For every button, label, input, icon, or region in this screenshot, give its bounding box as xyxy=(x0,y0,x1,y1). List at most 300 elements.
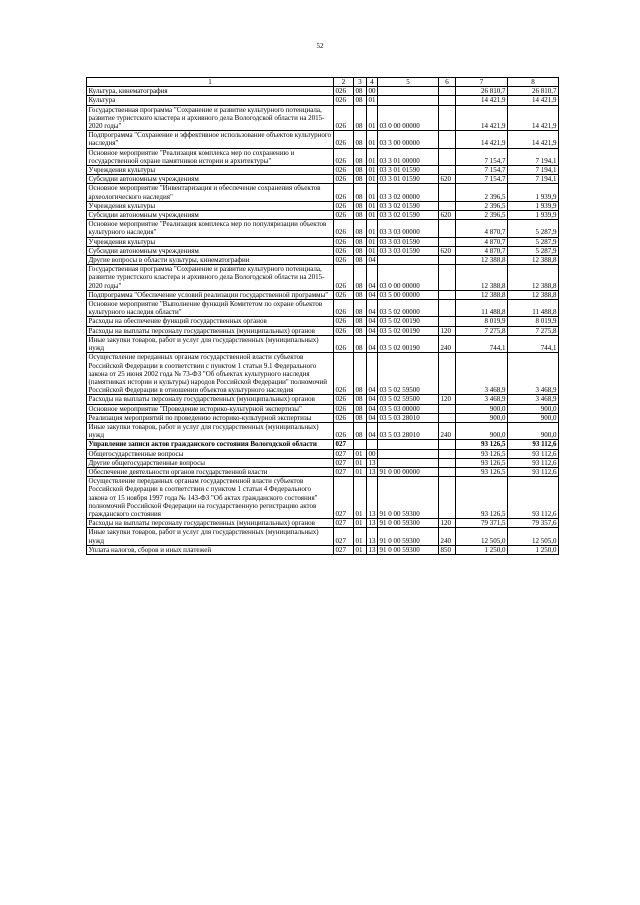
table-cell: 04 xyxy=(367,300,378,317)
table-cell: Расходы на обеспечение функций государственных органов xyxy=(87,317,334,326)
table-cell: 026 xyxy=(334,96,354,105)
table-cell xyxy=(439,467,456,476)
table-cell: 08 xyxy=(354,87,367,96)
table-row xyxy=(87,326,559,335)
table-cell: 13 xyxy=(368,467,376,476)
table-row xyxy=(87,148,559,165)
table-cell: 08 xyxy=(354,237,367,246)
table-cell: 01 xyxy=(368,166,376,175)
table-cell: 03 5 02 00190 xyxy=(378,335,439,352)
column-header: 1 xyxy=(87,78,334,87)
table-cell: 12 388,8 xyxy=(508,265,559,291)
table-cell: 120 xyxy=(439,395,456,404)
table-cell: 12 505,0 xyxy=(456,528,508,545)
table-cell xyxy=(439,256,456,265)
table-cell: 026 xyxy=(334,395,354,404)
table-row xyxy=(87,467,559,476)
table-cell: Уплата налогов, сборов и иных платежей xyxy=(87,545,334,554)
table-cell: 4 870,7 xyxy=(456,220,508,237)
table-cell: 027 xyxy=(334,477,354,519)
table-cell: 026 xyxy=(334,105,354,131)
table-cell: 1 250,0 xyxy=(456,545,508,554)
table-cell: 91 0 00 59300 xyxy=(378,528,439,545)
table-cell: Субсидии автономным учреждениям xyxy=(87,175,334,184)
table-cell: 12 388,8 xyxy=(456,256,508,265)
table-cell: 93 126,5 xyxy=(456,477,508,519)
table-row xyxy=(87,131,559,148)
table-cell: 04 xyxy=(367,422,378,439)
table-row xyxy=(87,256,559,265)
table-row xyxy=(87,184,559,201)
table-cell: 03 5 02 59500 xyxy=(378,395,439,404)
budget-table xyxy=(86,77,559,555)
table-cell: 620 xyxy=(439,211,456,220)
table-cell: 026 xyxy=(334,166,354,175)
table-row xyxy=(87,458,559,467)
table-cell: 01 xyxy=(367,131,378,148)
table-cell: 08 xyxy=(354,105,367,131)
table-cell: 26 810,7 xyxy=(456,87,508,96)
table-cell: Государственная программа "Сохранение и развитие культурного потенциала, развитие туристского кластера и архивного дела Вологодской области на 2015-2020 годы" xyxy=(87,265,334,291)
table-cell: 03 3 01 01590 xyxy=(378,166,439,175)
table-cell: Подпрограмма "Сохранение и эффективное использование объектов культурного наследия" xyxy=(87,131,334,148)
table-cell: 027 xyxy=(334,528,354,545)
table-cell: 08 xyxy=(354,96,367,105)
table-cell xyxy=(439,166,456,175)
table-cell: Иные закупки товаров, работ и услуг для государственных (муниципальных) нужд xyxy=(87,422,334,439)
table-row xyxy=(87,290,559,299)
table-cell: 027 xyxy=(334,545,354,554)
table-cell: 03 5 02 59500 xyxy=(378,353,439,395)
table-cell: 03 3 02 01590 xyxy=(378,201,439,210)
table-cell: Другие общегосударственные вопросы xyxy=(87,458,334,467)
table-cell: 12 388,8 xyxy=(456,290,508,299)
table-cell: 08 xyxy=(354,131,367,148)
table-cell: 04 xyxy=(368,413,376,422)
table-cell: 026 xyxy=(334,422,354,439)
table-cell: 91 0 00 00000 xyxy=(378,467,439,476)
table-cell: 900,0 xyxy=(508,404,559,413)
table-cell: 1 250,0 xyxy=(508,545,559,554)
table-cell: 91 0 00 59300 xyxy=(378,545,439,554)
table-cell: 03 3 03 00000 xyxy=(378,220,439,237)
table-cell: 8 019,9 xyxy=(508,317,559,326)
table-cell: 01 xyxy=(367,105,378,131)
table-cell: 900,0 xyxy=(508,422,559,439)
table-cell: 026 xyxy=(334,300,354,317)
table-cell: 14 421,9 xyxy=(508,96,559,105)
table-cell: Учреждения культуры xyxy=(87,201,334,210)
table-cell: 08 xyxy=(354,148,367,165)
table-cell xyxy=(378,256,439,265)
table-cell: 13 xyxy=(367,528,378,545)
table-cell: Культура, кинематография xyxy=(87,87,334,96)
table-cell: 026 xyxy=(334,335,354,352)
table-cell: Подпрограмма "Обеспечение условий реализации государственной программы" xyxy=(87,290,334,299)
table-cell: 027 xyxy=(334,449,354,458)
table-row xyxy=(87,166,559,175)
table-cell: 13 xyxy=(368,545,376,554)
table-cell xyxy=(439,458,456,467)
table-cell: 120 xyxy=(439,326,456,335)
table-cell xyxy=(378,440,439,449)
table-row xyxy=(87,87,559,96)
table-cell: 00 xyxy=(368,449,376,458)
table-cell: 08 xyxy=(354,326,367,335)
table-cell xyxy=(439,220,456,237)
table-cell: 01 xyxy=(354,449,367,458)
table-row xyxy=(87,211,559,220)
table-cell: 026 xyxy=(334,413,354,422)
table-cell: 93 126,5 xyxy=(456,449,508,458)
table-cell: 01 xyxy=(368,237,376,246)
table-cell xyxy=(378,458,439,467)
table-cell: 744,1 xyxy=(508,335,559,352)
table-cell xyxy=(378,449,439,458)
table-cell: 08 xyxy=(354,211,367,220)
table-row xyxy=(87,353,559,395)
table-cell: 620 xyxy=(439,175,456,184)
table-cell: 08 xyxy=(354,404,367,413)
table-cell: 08 xyxy=(354,335,367,352)
column-header: 7 xyxy=(456,78,508,87)
table-cell: Расходы на выплаты персоналу государственных (муниципальных) органов xyxy=(87,519,334,528)
table-cell: 91 0 00 59300 xyxy=(378,477,439,519)
table-row xyxy=(87,105,559,131)
table-cell: 900,0 xyxy=(456,413,508,422)
table-cell xyxy=(439,353,456,395)
table-cell: 026 xyxy=(334,265,354,291)
table-cell: 026 xyxy=(334,353,354,395)
table-cell xyxy=(439,265,456,291)
table-cell: 026 xyxy=(334,404,354,413)
table-row xyxy=(87,545,559,554)
table-cell: 026 xyxy=(334,256,354,265)
table-cell: 1 939,9 xyxy=(508,211,559,220)
table-cell: Учреждения культуры xyxy=(87,237,334,246)
table-cell: 12 388,8 xyxy=(508,256,559,265)
table-cell: 08 xyxy=(354,290,367,299)
table-cell xyxy=(367,440,378,449)
table-cell: 08 xyxy=(354,422,367,439)
table-cell: Иные закупки товаров, работ и услуг для государственных (муниципальных) нужд xyxy=(87,335,334,352)
table-cell: 79 371,5 xyxy=(456,519,508,528)
column-header: 8 xyxy=(508,78,559,87)
table-cell: 026 xyxy=(334,87,354,96)
table-cell: 2 396,5 xyxy=(456,201,508,210)
column-header: 6 xyxy=(439,78,456,87)
table-cell: 01 xyxy=(368,175,376,184)
table-cell: 240 xyxy=(439,422,456,439)
table-cell xyxy=(439,317,456,326)
table-row xyxy=(87,528,559,545)
table-cell: 744,1 xyxy=(456,335,508,352)
table-row xyxy=(87,96,559,105)
table-cell xyxy=(378,87,439,96)
table-cell: 01 xyxy=(367,148,378,165)
table-cell: 4 870,7 xyxy=(456,246,508,255)
table-cell: Расходы на выплаты персоналу государственных (муниципальных) органов xyxy=(87,326,334,335)
table-row xyxy=(87,404,559,413)
table-cell: 850 xyxy=(439,545,456,554)
table-cell: 04 xyxy=(368,256,376,265)
table-cell: 08 xyxy=(354,175,367,184)
table-row xyxy=(87,395,559,404)
table-cell: 026 xyxy=(334,246,354,255)
table-cell: 08 xyxy=(354,353,367,395)
table-cell: 03 5 02 00190 xyxy=(378,326,439,335)
table-cell: 03 3 02 00000 xyxy=(378,184,439,201)
table-cell: 93 112,6 xyxy=(508,467,559,476)
table-row xyxy=(87,300,559,317)
table-cell: 026 xyxy=(334,175,354,184)
table-cell: 26 810,7 xyxy=(508,87,559,96)
table-cell: Иные закупки товаров, работ и услуг для государственных (муниципальных) нужд xyxy=(87,528,334,545)
table-cell: 93 126,5 xyxy=(456,440,508,449)
table-cell: 03 3 03 01590 xyxy=(378,237,439,246)
table-row xyxy=(87,477,559,519)
table-cell: 1 939,9 xyxy=(508,201,559,210)
table-cell: 12 388,8 xyxy=(508,290,559,299)
table-cell: 026 xyxy=(334,184,354,201)
table-cell: 79 357,6 xyxy=(508,519,559,528)
table-cell: 91 0 00 59300 xyxy=(378,519,439,528)
table-cell: 04 xyxy=(368,317,376,326)
table-cell: 027 xyxy=(334,519,354,528)
table-cell: 01 xyxy=(368,211,376,220)
table-cell xyxy=(439,237,456,246)
table-cell: 01 xyxy=(354,528,367,545)
table-cell: 026 xyxy=(334,131,354,148)
table-cell: Общегосударственные вопросы xyxy=(87,449,334,458)
table-cell: Осуществление переданных органам государственной власти субъектов Российской Федерации в соответствии с пунктом 1 статьи 4 Федерального закона от 15 ноября 1997 года № 143-ФЗ "Об актах гражданского состояния" полномочий Российской Федерации на государственную регистрацию актов гражданского состояния xyxy=(87,477,334,519)
table-cell: 08 xyxy=(354,300,367,317)
table-cell: Управление записи актов гражданского состояния Вологодской области xyxy=(87,440,334,449)
table-cell: 01 xyxy=(354,467,367,476)
table-cell: 08 xyxy=(354,220,367,237)
table-cell: 120 xyxy=(439,519,456,528)
table-cell: 1 939,9 xyxy=(508,184,559,201)
table-cell: 01 xyxy=(368,96,376,105)
table-cell: 2 396,5 xyxy=(456,184,508,201)
table-cell: 8 019,9 xyxy=(456,317,508,326)
table-cell: 93 112,6 xyxy=(508,449,559,458)
table-cell: 93 126,5 xyxy=(456,467,508,476)
table-cell: 5 287,9 xyxy=(508,220,559,237)
table-cell: 7 194,1 xyxy=(508,175,559,184)
table-cell: 13 xyxy=(367,477,378,519)
table-cell: Культура xyxy=(87,96,334,105)
table-cell: 7 275,8 xyxy=(508,326,559,335)
table-cell: 12 388,8 xyxy=(456,265,508,291)
table-cell: 01 xyxy=(367,220,378,237)
column-header: 4 xyxy=(367,78,378,87)
table-cell xyxy=(439,201,456,210)
table-cell: 93 112,6 xyxy=(508,477,559,519)
table-cell: 11 488,8 xyxy=(456,300,508,317)
table-cell: 04 xyxy=(367,335,378,352)
table-cell: 7 275,8 xyxy=(456,326,508,335)
column-header: 5 xyxy=(378,78,439,87)
column-header: 3 xyxy=(354,78,367,87)
table-row xyxy=(87,237,559,246)
table-cell xyxy=(439,404,456,413)
table-cell xyxy=(439,290,456,299)
table-cell: Основное мероприятие "Выполнение функций Комитетом по охране объектов культурного наследия области" xyxy=(87,300,334,317)
table-cell: 03 0 00 00000 xyxy=(378,105,439,131)
table-cell: 01 xyxy=(367,184,378,201)
table-cell: 01 xyxy=(354,458,367,467)
table-cell: 240 xyxy=(439,528,456,545)
table-cell: 08 xyxy=(354,317,367,326)
table-cell: 11 488,8 xyxy=(508,300,559,317)
table-cell: 04 xyxy=(368,404,376,413)
table-cell: Основное мероприятие "Реализация комплекса мер по сохранению и государственной охране памятников истории и архитектуры" xyxy=(87,148,334,165)
table-cell: Субсидии автономным учреждениям xyxy=(87,246,334,255)
table-cell xyxy=(439,131,456,148)
table-cell: 026 xyxy=(334,220,354,237)
table-cell: 04 xyxy=(368,395,376,404)
table-cell: 03 3 01 01590 xyxy=(378,175,439,184)
table-cell: 3 468,9 xyxy=(456,353,508,395)
table-cell: 08 xyxy=(354,256,367,265)
table-cell: 03 5 02 00000 xyxy=(378,300,439,317)
table-cell: 04 xyxy=(367,265,378,291)
table-row xyxy=(87,201,559,210)
table-cell: 03 5 03 00000 xyxy=(378,404,439,413)
table-cell: 00 xyxy=(368,87,376,96)
table-cell: 026 xyxy=(334,317,354,326)
table-cell: 026 xyxy=(334,148,354,165)
table-cell xyxy=(439,477,456,519)
table-cell: 03 5 02 00190 xyxy=(378,317,439,326)
table-cell: 027 xyxy=(334,467,354,476)
table-cell: 12 505,0 xyxy=(508,528,559,545)
table-cell: 08 xyxy=(354,413,367,422)
page-number: 52 xyxy=(316,42,324,50)
table-cell: 7 154,7 xyxy=(456,148,508,165)
column-header: 2 xyxy=(334,78,354,87)
table-cell: Основное мероприятие "Инвентаризация и обеспечение сохранения объектов археологического наследия" xyxy=(87,184,334,201)
table-cell: Обеспечение деятельности органов государственной власти xyxy=(87,467,334,476)
table-cell: 900,0 xyxy=(456,422,508,439)
table-cell: 01 xyxy=(354,545,367,554)
table-row xyxy=(87,220,559,237)
table-cell: 03 3 03 01590 xyxy=(378,246,439,255)
table-cell: 03 3 02 01590 xyxy=(378,211,439,220)
table-cell: 08 xyxy=(354,395,367,404)
table-cell xyxy=(439,184,456,201)
table-cell: 14 421,9 xyxy=(456,105,508,131)
table-cell: Осуществление переданных органам государственной власти субъектов Российской Федерации в соответствии с пунктом 1 статьи 9.1 Федерального закона от 25 июня 2002 года № 73-ФЗ "Об объектах культурного наследия (памятниках истории и культуры) народов Российской Федерации" полномочий Российской Федерации в отношении объектов культурного наследия xyxy=(87,353,334,395)
table-cell: Субсидии автономным учреждениям xyxy=(87,211,334,220)
table-cell: 240 xyxy=(439,335,456,352)
table-cell: 01 xyxy=(354,477,367,519)
table-cell: 3 468,9 xyxy=(508,395,559,404)
table-cell: 03 5 03 28010 xyxy=(378,413,439,422)
table-cell: 03 3 00 00000 xyxy=(378,131,439,148)
table-cell: 03 5 00 00000 xyxy=(378,290,439,299)
table-row xyxy=(87,440,559,449)
table-cell: 08 xyxy=(354,166,367,175)
table-cell: 027 xyxy=(334,440,354,449)
table-cell xyxy=(439,96,456,105)
table-cell: 14 421,9 xyxy=(508,105,559,131)
table-cell: 08 xyxy=(354,246,367,255)
table-cell: 027 xyxy=(334,458,354,467)
table-cell xyxy=(439,87,456,96)
table-row xyxy=(87,519,559,528)
table-cell xyxy=(378,96,439,105)
table-cell xyxy=(354,440,367,449)
table-row xyxy=(87,175,559,184)
table-cell: 3 468,9 xyxy=(508,353,559,395)
table-row xyxy=(87,335,559,352)
table-cell: 13 xyxy=(368,519,376,528)
table-cell: Реализация мероприятий по проведению историко-культурной экспертизы xyxy=(87,413,334,422)
table-cell: Расходы на выплаты персоналу государственных (муниципальных) органов xyxy=(87,395,334,404)
table-cell xyxy=(439,449,456,458)
table-cell: 7 154,7 xyxy=(456,175,508,184)
table-cell: 04 xyxy=(368,326,376,335)
table-cell: 620 xyxy=(439,246,456,255)
table-cell: 08 xyxy=(354,184,367,201)
table-cell: 14 421,9 xyxy=(456,96,508,105)
table-cell: 08 xyxy=(354,265,367,291)
table-row xyxy=(87,246,559,255)
table-cell xyxy=(439,300,456,317)
table-row xyxy=(87,422,559,439)
table-cell: Государственная программа "Сохранение и развитие культурного потенциала, развитие туристского кластера и архивного дела Вологодской области на 2015-2020 годы" xyxy=(87,105,334,131)
table-cell: 7 194,1 xyxy=(508,148,559,165)
table-cell: 01 xyxy=(368,246,376,255)
table-cell: 026 xyxy=(334,326,354,335)
table-cell: 3 468,9 xyxy=(456,395,508,404)
table-cell: 026 xyxy=(334,290,354,299)
table-row xyxy=(87,317,559,326)
table-cell: 13 xyxy=(368,458,376,467)
table-cell: 03 3 01 00000 xyxy=(378,148,439,165)
table-cell: 93 112,6 xyxy=(508,440,559,449)
table-cell: 7 194,1 xyxy=(508,166,559,175)
table-cell: 026 xyxy=(334,211,354,220)
table-cell: 01 xyxy=(368,201,376,210)
table-cell: Основное мероприятие "Проведение историко-культурной экспертизы" xyxy=(87,404,334,413)
table-cell: 93 126,5 xyxy=(456,458,508,467)
table-cell: 026 xyxy=(334,201,354,210)
table-cell: Основное мероприятие "Реализация комплекса мер по популяризации объектов культурного наследия" xyxy=(87,220,334,237)
table-cell: 2 396,5 xyxy=(456,211,508,220)
table-cell: 08 xyxy=(354,201,367,210)
table-cell: Учреждения культуры xyxy=(87,166,334,175)
table-cell xyxy=(439,440,456,449)
table-cell: 14 421,9 xyxy=(456,131,508,148)
table-row xyxy=(87,413,559,422)
table-cell xyxy=(439,105,456,131)
table-cell xyxy=(439,413,456,422)
table-cell xyxy=(439,148,456,165)
table-cell: 93 112,6 xyxy=(508,458,559,467)
table-cell: 01 xyxy=(354,519,367,528)
table-cell: 03 0 00 00000 xyxy=(378,265,439,291)
table-cell: 03 5 03 28010 xyxy=(378,422,439,439)
table-cell: 900,0 xyxy=(456,404,508,413)
table-cell: 04 xyxy=(367,353,378,395)
table-cell: 900,0 xyxy=(508,413,559,422)
table-row xyxy=(87,449,559,458)
table-cell: 4 870,7 xyxy=(456,237,508,246)
table-cell: 7 154,7 xyxy=(456,166,508,175)
